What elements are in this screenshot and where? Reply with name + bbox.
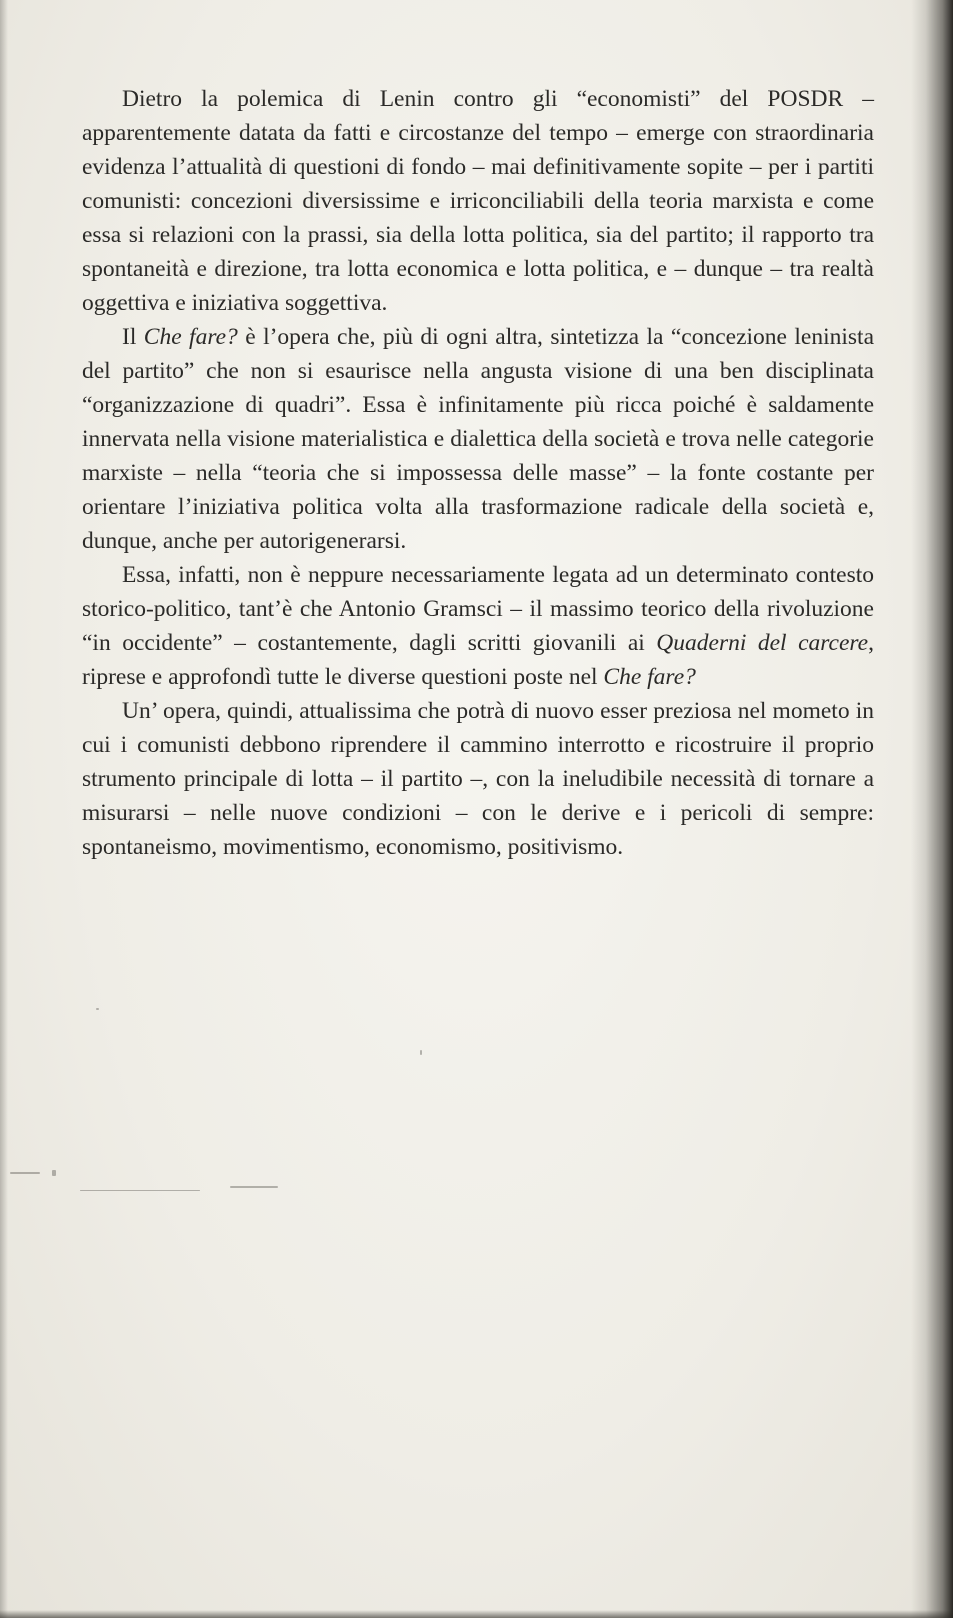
paragraph-4 <box>82 694 874 864</box>
scan-edge-bottom <box>0 1610 953 1618</box>
scan-edge-right <box>911 0 953 1618</box>
scan-speck <box>420 1050 422 1055</box>
paragraph-2-segment-3: è l’opera che, più di ogni altra, sintetizza la “concezione leninista del partito” che non si esaurisce nella angusta visione di una ben disciplinata “organizzazione di quadri”. Essa è infinitamente più ricca poiché è saldamente innervata nella visione materialistica e dialettica della società e trova nelle categorie marxiste – nella “teoria che si impossessa delle masse” – la fonte costante per orientare l’iniziativa politica volta alla trasformazione radicale della società e, dunque, anche per autorigenerarsi. <box>82 324 875 554</box>
paragraph-2-segment-1: Il <box>122 324 144 350</box>
paragraph-4-segment-1: Un’ opera, quindi, attualissima che potrà di nuovo esser preziosa nel mometo in cui i comunisti debbono riprendere il cammino interrotto e ricostruire il proprio strumento principale di lotta – il partito –, con la ineludibile necessità di tornare a misurarsi – nelle nuove condizioni – con le derive e i pericoli di sempre: spontaneismo, movimentismo, economismo, positivismo. <box>82 698 874 860</box>
body-text <box>82 82 874 864</box>
scan-speck <box>96 1008 99 1010</box>
scan-speck <box>10 1172 40 1174</box>
paragraph-1-segment-1: Dietro la polemica di Lenin contro gli “economisti” del POSDR – apparentemente datata da fatti e circostanze del tempo – emerge con straordinaria evidenza l’attualità di questioni di fondo – mai definitivamente sopite – per i partiti comunisti: concezioni diversissime e irriconciliabili della teoria marxista e come essa si relazioni con la prassi, sia della lotta politica, sia del partito; il rapporto tra spontaneità e direzione, tra lotta economica e lotta politica, e – dunque – tra realtà oggettiva e iniziativa soggettiva. <box>82 86 874 316</box>
paragraph-3-title-quaderni: Quaderni del carcere <box>656 630 869 656</box>
paragraph-2-title-che-fare: Che fare? <box>143 324 238 350</box>
scan-edge-left <box>0 0 8 1618</box>
scan-speck <box>52 1170 56 1176</box>
scan-speck <box>80 1190 200 1191</box>
paragraph-1 <box>82 82 874 320</box>
paragraph-2 <box>82 320 874 558</box>
scan-speck <box>230 1186 278 1188</box>
paragraph-3-segment-1: Essa, infatti, non è neppure necessariamente legata ad un determinato contesto storico-politico, tant’è che Antonio Gramsci – il massimo teorico della rivoluzione “in occidente” – costantemente, dagli scritti giovanili ai <box>82 562 874 656</box>
paragraph-3-title-che-fare: Che fare? <box>603 664 696 690</box>
paragraph-3 <box>82 558 874 694</box>
paragraph-3-segment-3: , riprese e approfondì tutte le diverse questioni poste nel <box>82 630 874 690</box>
